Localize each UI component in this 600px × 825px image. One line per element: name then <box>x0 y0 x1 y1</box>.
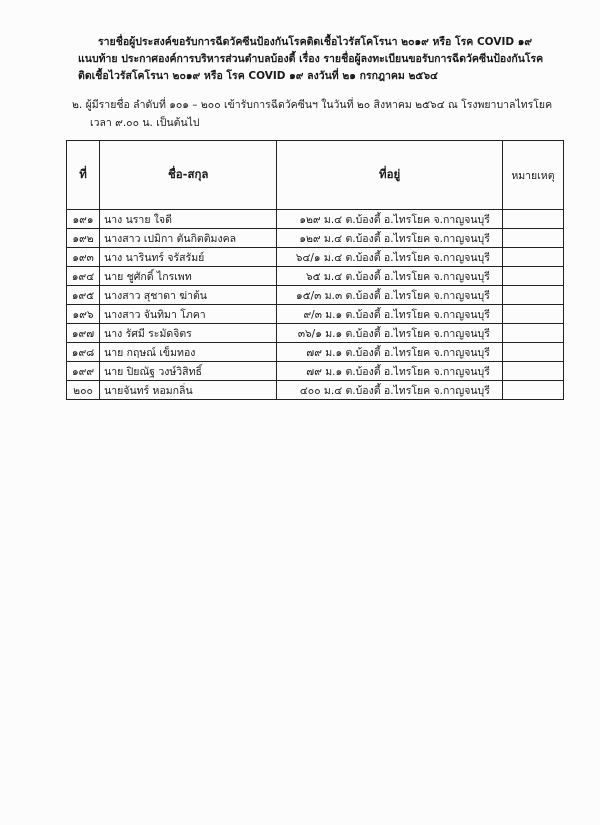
cell-name: นาย ปิยณัฐ วงษ์วิสิทธิ์ <box>100 362 277 381</box>
document-title: รายชื่อผู้ประสงค์ขอรับการฉีดวัคซีนป้องกันโรคติดเชื้อไวรัสโคโรนา ๒๐๑๙ หรือ โรค COVID ๑๙ <box>98 36 533 48</box>
cell-remark <box>502 343 563 362</box>
table-row <box>67 362 564 381</box>
document-subtitle <box>78 51 548 85</box>
cell-remark <box>502 229 563 248</box>
cell-no: ๑๙๑ <box>67 210 100 229</box>
table-row <box>67 248 564 267</box>
cell-address: ๑๕/๓ ม.๓ ต.บ้องตี้ อ.ไทรโยค จ.กาญจนบุรี <box>277 286 502 305</box>
cell-address: ๓๖/๑ ม.๑ ต.บ้องตี้ อ.ไทรโยค จ.กาญจนบุรี <box>277 324 502 343</box>
table-row <box>67 381 564 400</box>
cell-remark <box>502 248 563 267</box>
cell-remark <box>502 210 563 229</box>
cell-no: ๑๙๓ <box>67 248 100 267</box>
cell-name: นาย กฤษณ์ เข็มทอง <box>100 343 277 362</box>
registrant-table <box>66 140 564 400</box>
table-header-row <box>67 141 564 210</box>
cell-name: นางสาว เปมิกา ตันกิตติมงคล <box>100 229 277 248</box>
col-header-name: ชื่อ-สกุล <box>100 141 277 210</box>
cell-no: ๑๙๙ <box>67 362 100 381</box>
cell-address: ๙/๓ ม.๑ ต.บ้องตี้ อ.ไทรโยค จ.กาญจนบุรี <box>277 305 502 324</box>
cell-address: ๗๙ ม.๑ ต.บ้องตี้ อ.ไทรโยค จ.กาญจนบุรี <box>277 362 502 381</box>
cell-no: ๑๙๕ <box>67 286 100 305</box>
table-row <box>67 305 564 324</box>
table-body <box>67 210 564 400</box>
table-row <box>67 210 564 229</box>
cell-no: ๑๙๗ <box>67 324 100 343</box>
cell-remark <box>502 381 563 400</box>
cell-no: ๑๙๘ <box>67 343 100 362</box>
cell-address: ๔๐๐ ม.๔ ต.บ้องตี้ อ.ไทรโยค จ.กาญจนบุรี <box>277 381 502 400</box>
cell-no: ๒๐๐ <box>67 381 100 400</box>
col-header-no: ที่ <box>67 141 100 210</box>
cell-remark <box>502 267 563 286</box>
cell-address: ๖๔/๑ ม.๔ ต.บ้องตี้ อ.ไทรโยค จ.กาญจนบุรี <box>277 248 502 267</box>
cell-address: ๑๒๙ ม.๔ ต.บ้องตี้ อ.ไทรโยค จ.กาญจนบุรี <box>277 229 502 248</box>
col-header-remark: หมายเหตุ <box>502 141 563 210</box>
cell-remark <box>502 305 563 324</box>
cell-remark <box>502 324 563 343</box>
table-row <box>67 324 564 343</box>
cell-name: นางสาว จันทิมา โภคา <box>100 305 277 324</box>
cell-remark <box>502 286 563 305</box>
cell-address: ๗๙ ม.๑ ต.บ้องตี้ อ.ไทรโยค จ.กาญจนบุรี <box>277 343 502 362</box>
cell-name: นายจันทร์ หอมกลิ่น <box>100 381 277 400</box>
table-row <box>67 229 564 248</box>
cell-address: ๑๒๙ ม.๔ ต.บ้องตี้ อ.ไทรโยค จ.กาญจนบุรี <box>277 210 502 229</box>
table-row <box>67 343 564 362</box>
cell-no: ๑๙๖ <box>67 305 100 324</box>
cell-name: นางสาว สุชาดา ฆ่าต้น <box>100 286 277 305</box>
cell-name: นาง รัศมี ระมัดจิตร <box>100 324 277 343</box>
cell-name: นาง นราย ใจดี <box>100 210 277 229</box>
cell-remark <box>502 362 563 381</box>
cell-no: ๑๙๔ <box>67 267 100 286</box>
col-header-address: ที่อยู่ <box>277 141 502 210</box>
cell-address: ๖๕ ม.๔ ต.บ้องตี้ อ.ไทรโยค จ.กาญจนบุรี <box>277 267 502 286</box>
cell-name: นาง นารินทร์ จรัสรัมย์ <box>100 248 277 267</box>
vaccination-time: เวลา ๙.๐๐ น. เป็นต้นไป <box>90 117 200 129</box>
cell-name: นาย ชูศักดิ์ ไกรเพท <box>100 267 277 286</box>
document-subtitle-text: แนบท้าย ประกาศองค์การบริหารส่วนตำบลบ้องตี้ เรื่อง รายชื่อผู้ลงทะเบียนขอรับการฉีดวัคซีนป้องกันโรคติดเชื้อไวรัสโคโรนา ๒๐๑๙ หรือ โรค COVID ๑๙ ลงวันที่ ๒๑ กรกฎาคม ๒๕๖๔ <box>78 53 544 82</box>
vaccination-note: ๒. ผู้มีรายชื่อ ลำดับที่ ๑๐๑ – ๒๐๐ เข้ารับการฉีดวัคซีนฯ ในวันที่ ๒๐ สิงหาคม ๒๕๖๔ ณ โรงพยาบาลไทรโยค <box>72 99 553 111</box>
table-row <box>67 286 564 305</box>
cell-no: ๑๙๒ <box>67 229 100 248</box>
table-row <box>67 267 564 286</box>
